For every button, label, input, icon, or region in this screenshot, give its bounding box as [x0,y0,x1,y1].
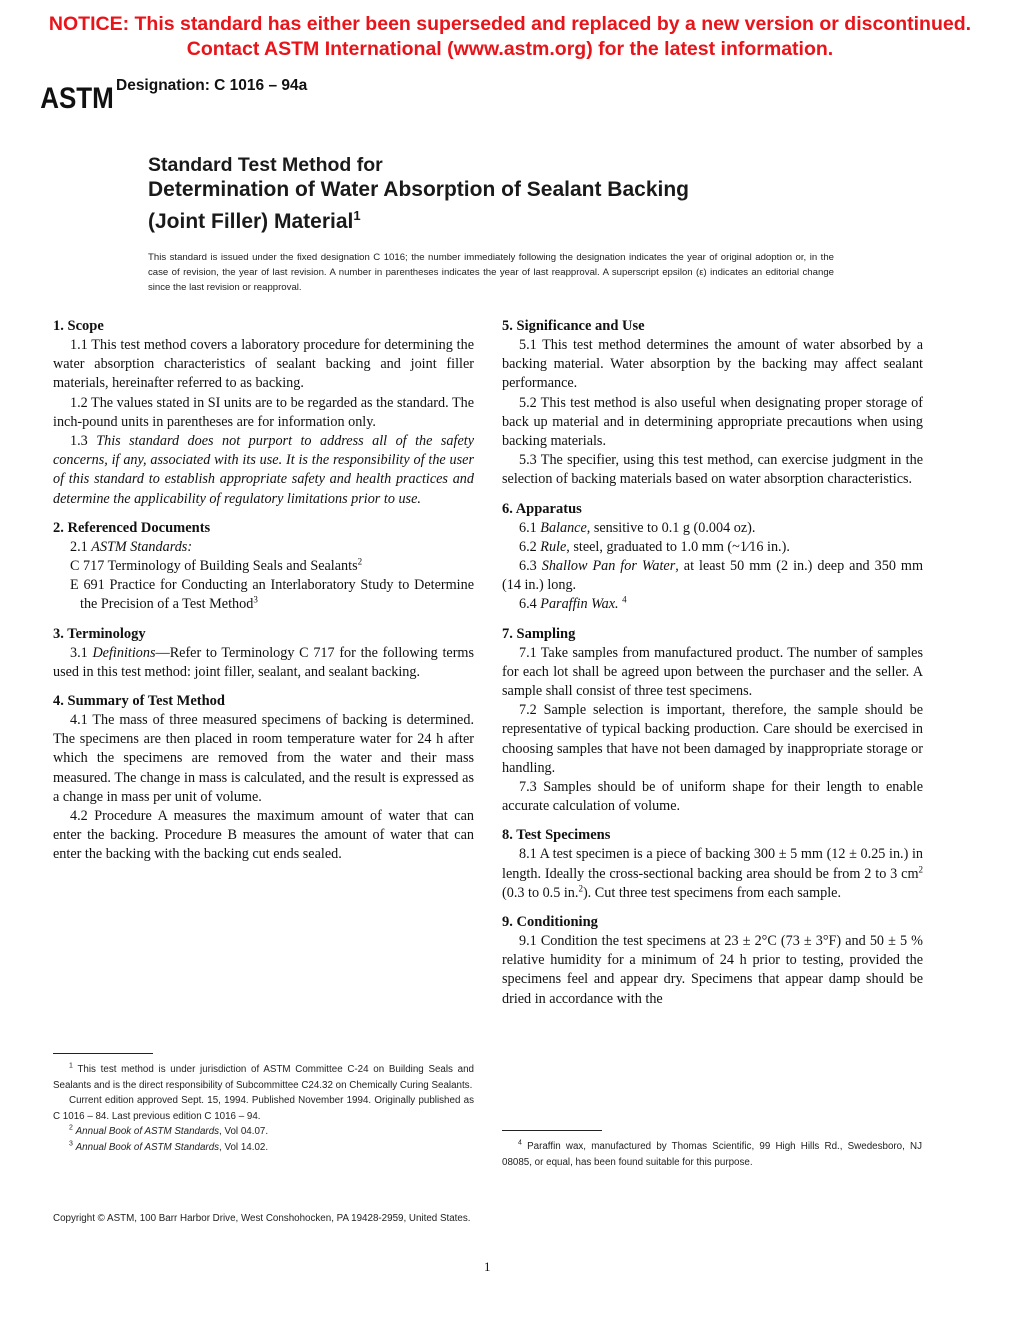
paragraph-number: 6.1 [519,519,537,536]
italic-text: ASTM Standards: [91,538,193,555]
title-line-1: Standard Test Method for [148,154,383,176]
section-heading: 5. Significance and Use [502,318,645,334]
document-title [148,153,908,235]
footnotes-right [502,1139,922,1170]
paragraph: 7.3 Samples should be of uniform shape for their length to enable accurate calculation of volume. [502,779,923,815]
footnote-text: , Vol 04.07. [219,1126,269,1137]
paragraph: 5.2 This test method is also useful when designating proper storage of back up material and in determining appropriate precautions when using backing materials. [502,394,923,450]
right-column [502,317,923,1009]
paragraph [502,845,923,903]
section-heading: 1. Scope [53,318,104,334]
notice-line-2: Contact ASTM International (www.astm.org) for the latest information. [186,38,834,60]
footnote-text: This test method is under jurisdiction of ASTM Committee C-24 on Building Seals and Sealants and is the direct responsibility of Subcommittee C24.32 on Chemically Curing Sealants. [53,1064,474,1091]
italic-text: Definitions [92,644,156,661]
section-heading: 2. Referenced Documents [53,519,211,536]
astm-logo-icon [40,78,114,116]
paragraph: 4.1 The mass of three measured specimens of backing is determined. The specimens are then placed in room temperature water for 24 h after which the specimens are removed from the water and their mass measured. The change in mass is calculated, and the result is expressed as a change in mass per unit of volume. [53,712,474,805]
title-line-2: Determination of Water Absorption of Sealant Backing [148,178,689,201]
footnote-mark: 2 [69,1124,73,1132]
paragraph: 5.3 The specifier, using this test method, can exercise judgment in the selection of backing materials based on water absorption characteristics. [502,452,923,488]
italic-text: This standard does not purport to address all of the safety concerns, if any, associated with its use. It is the responsibility of the user of this standard to establish appropriate safety and health practices and determine the applicability of regulatory limitations prior to use. [53,433,474,507]
paragraph: 5.1 This test method determines the amount of water absorbed by a backing material. Water absorption by the backing may affect sealant performance. [502,337,923,392]
footnote [53,1124,474,1140]
section-heading: 4. Summary of Test Method [53,693,225,710]
reference-item [70,557,474,576]
title-line-3 [148,203,908,235]
copyright: Copyright © ASTM, 100 Barr Harbor Drive, West Conshohocken, PA 19428-2959, United States. [53,1213,471,1224]
notice-line-1: NOTICE: This standard has either been superseded and replaced by a new version or discontinued. [48,13,972,35]
italic-text: Paraffin Wax. [540,596,619,613]
reference-text: E 691 Practice for Conducting an Interlaboratory Study to Determine the Precision of a Test Method [70,577,474,613]
section-heading: 9. Conditioning [502,914,598,931]
astm-logo-text: ASTM [40,81,114,115]
footnote-mark: 4 [622,594,627,605]
footnote-text: Paraffin wax, manufactured by Thomas Scientific, 99 High Hills Rd., Swedesboro, NJ 08085, or equal, has been found suitable for this purpose. [502,1141,922,1168]
italic-text: Balance [540,519,587,536]
section-heading: 8. Test Specimens [502,827,611,844]
paragraph-text: , at least 50 mm (2 in.) deep and 350 mm (14 in.) long. [502,558,923,594]
section-heading: 3. Terminology [53,625,146,642]
paragraph: 4.2 Procedure A measures the maximum amount of water that can enter the backing. Procedure B measures the amount of water that can enter the backing with the backing cut ends sealed. [53,808,474,863]
apparatus-item [502,519,923,538]
page-number: 1 [484,1259,491,1274]
footnote-mark: 2 [357,556,363,567]
footnote [53,1140,474,1156]
paragraph-text: —Refer to Terminology C 717 for the following terms used in this test method: joint filler, sealant, and sealant backing. [53,644,474,680]
reference-text: C 717 Terminology of Building Seals and Sealants [70,558,358,575]
apparatus-item [502,595,923,614]
superscript: 2 [918,863,923,874]
designation: Designation: C 1016 – 94a [116,77,308,94]
footnote-rule [53,1053,153,1054]
section-heading: 7. Sampling [502,625,576,642]
left-column [53,317,474,865]
paragraph-number: 1.3 [70,433,88,450]
footnote [53,1062,474,1093]
paragraph-text: ). Cut three test specimens from each sample. [582,884,842,901]
apparatus-item [502,557,923,595]
paragraph: 1.2 The values stated in SI units are to be regarded as the standard. The inch-pound units in parentheses are for information only. [53,394,474,430]
paragraph: 9.1 Condition the test specimens at 23 ± 2°C (73 ± 3°F) and 50 ± 5 % relative humidity for a minimum of 24 h prior to testing, provided the specimens feel and appear dry. Specimens that appear damp should be dried in accordance with the [502,933,923,1007]
section-heading: 6. Apparatus [502,500,582,517]
footnote [502,1139,922,1170]
footnote-mark: 4 [518,1139,522,1147]
apparatus-item [502,538,923,557]
paragraph [53,644,474,682]
footnote-text: , Vol 14.02. [219,1141,269,1153]
paragraph-number: 6.4 [519,596,537,613]
title-footnote-mark: 1 [353,208,361,223]
footnote-mark: 3 [69,1140,73,1148]
paragraph-text: 8.1 A test specimen is a piece of backing 300 ± 5 mm (12 ± 0.25 in.) in length. Ideally the cross-sectional backing area should be from 2 to 3 cm [502,846,923,882]
paragraph: 1.1 This test method covers a laboratory procedure for determining the water absorption characteristics of sealant backing and joint filler materials, hereinafter referred to as backing. [53,337,474,392]
paragraph: 7.2 Sample selection is important, therefore, the sample should be representative of typical backing production. Care should be exercised in choosing samples that have not been damaged by inappropriate storage or handling. [502,702,923,776]
paragraph [53,538,474,557]
footnote-rule [502,1130,602,1131]
paragraph-number: 3.1 [70,644,88,661]
paragraph-text: , sensitive to 0.1 g (0.004 oz). [586,519,756,536]
italic-text: Rule [540,538,567,555]
notice-banner [0,12,1020,62]
footnote: Current edition approved Sept. 15, 1994. Published November 1994. Originally published as C 1016 – 84. Last previous edition C 1016 – 94. [53,1095,474,1122]
footnote-mark: 3 [253,594,258,605]
issued-note: This standard is issued under the fixed designation C 1016; the number immediately following the designation indicates the year of original adoption or, in the case of revision, the year of last revision. A number in parentheses indicates the year of last reapproval. A superscript epsilon (ε) indicates an editorial change since the last revision or reapproval. [148,252,834,293]
italic-text: Shallow Pan for Water [541,558,676,575]
footnote-italic: Annual Book of ASTM Standards [75,1141,220,1153]
paragraph-number: 6.2 [519,538,537,555]
superscript: 2 [578,883,583,894]
paragraph-number: 6.3 [519,558,537,575]
paragraph-text: , steel, graduated to 1.0 mm (~1⁄16 in.). [566,538,790,555]
paragraph: 7.1 Take samples from manufactured product. The number of samples for each lot shall be agreed upon between the purchaser and the seller. A sample shall consist of three test specimens. [502,644,923,700]
footnote-italic: Annual Book of ASTM Standards [75,1126,220,1137]
title-line-3-text: (Joint Filler) Material [148,210,354,233]
footnotes-left [53,1062,474,1155]
paragraph-text: (0.3 to 0.5 in. [502,884,579,901]
paragraph-number: 2.1 [70,538,88,555]
reference-item [70,576,474,614]
paragraph [53,432,474,509]
footnote-mark: 1 [69,1062,73,1070]
